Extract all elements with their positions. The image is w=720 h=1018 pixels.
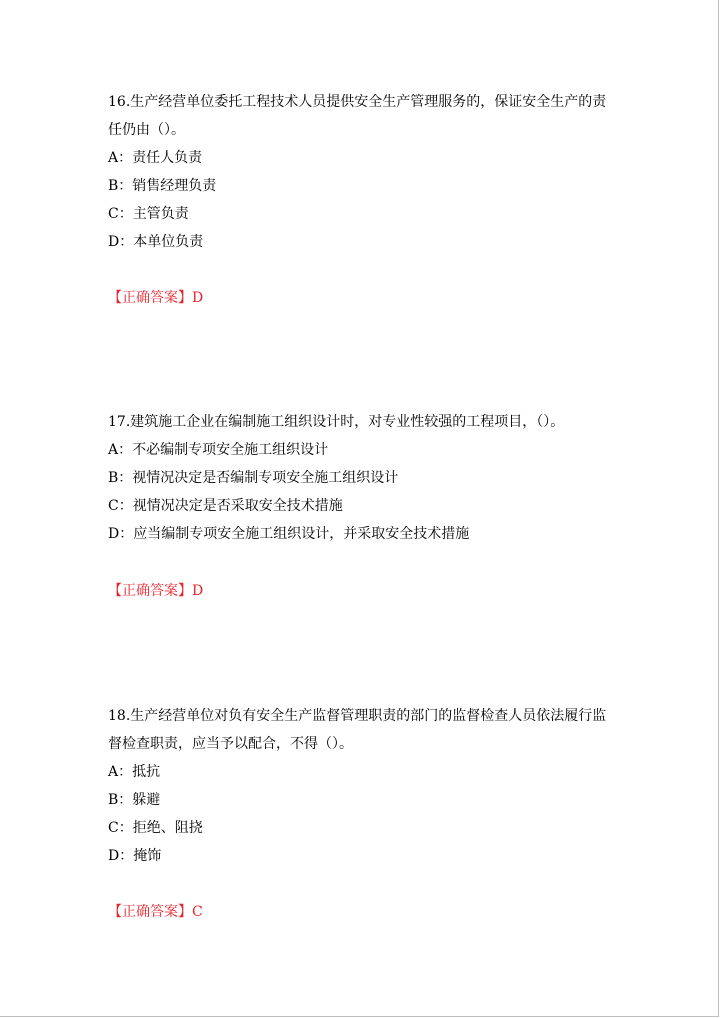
answer-label: 【正确答案】 [108,904,192,920]
option-a: A：责任人负责 [108,150,203,166]
answer-17 [108,581,203,601]
question-16 [108,88,618,256]
option-c: C：拒绝、阻挠 [108,820,203,836]
answer-label: 【正确答案】 [108,290,192,306]
answer-value: D [192,583,204,599]
option-c: C：视情况决定是否采取安全技术措施 [108,498,343,514]
option-c: C：主管负责 [108,206,189,222]
option-d: D：本单位负责 [108,234,204,250]
question-stem: 17.建筑施工企业在编制施工组织设计时，对专业性较强的工程项目，（）。 [108,414,565,430]
option-b: B：躲避 [108,792,161,808]
answer-16 [108,288,203,308]
option-d: D：掩饰 [108,848,162,864]
option-d: D：应当编制专项安全施工组织设计，并采取安全技术措施 [108,526,470,542]
option-a: A：不必编制专项安全施工组织设计 [108,442,329,458]
answer-value: C [192,904,203,920]
question-stem: 18.生产经营单位对负有安全生产监督管理职责的部门的监督检查人员依法履行监督检查职责，应当予以配合，不得（）。 [108,708,607,752]
answer-18 [108,902,203,922]
question-18 [108,702,618,870]
question-17 [108,408,618,548]
option-a: A：抵抗 [108,764,161,780]
option-b: B：销售经理负责 [108,178,217,194]
answer-label: 【正确答案】 [108,583,192,599]
option-b: B：视情况决定是否编制专项安全施工组织设计 [108,470,399,486]
answer-value: D [192,290,204,306]
question-stem: 16.生产经营单位委托工程技术人员提供安全生产管理服务的，保证安全生产的责任仍由（）。 [108,94,607,138]
